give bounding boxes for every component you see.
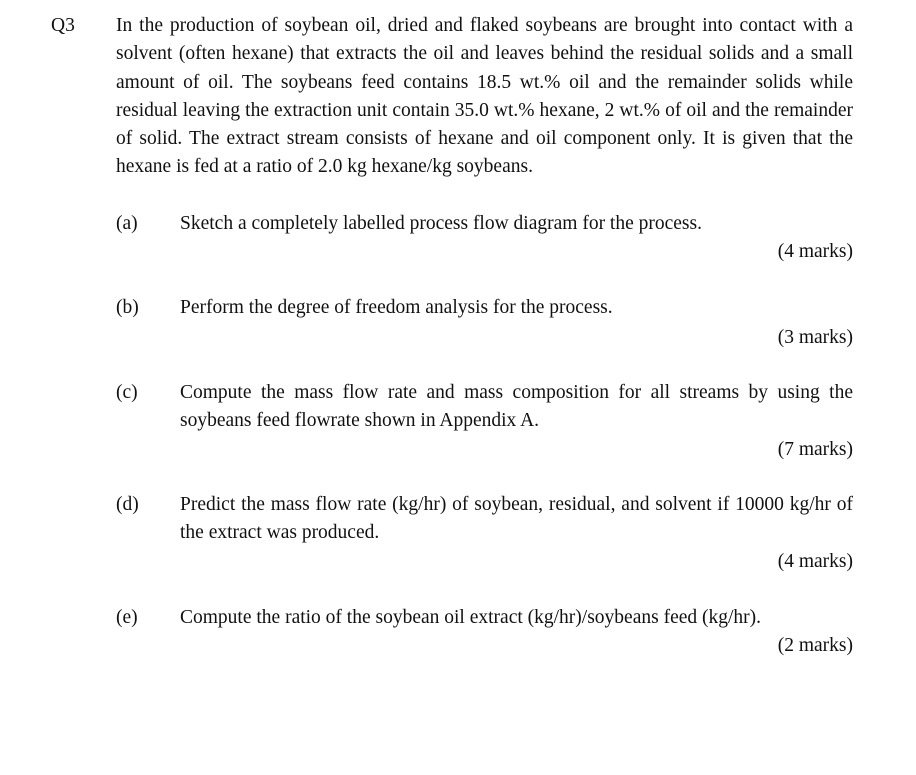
part-marks: (7 marks) — [777, 439, 853, 460]
question-number: Q3 — [51, 15, 75, 36]
part-text: Compute the ratio of the soybean oil extract (kg/hr)/soybeans feed (kg/hr). — [180, 607, 762, 628]
part-label: (e) — [116, 607, 138, 628]
part-text: Perform the degree of freedom analysis for the process. — [180, 297, 613, 318]
part-marks: (4 marks) — [777, 241, 853, 262]
part-text: Sketch a completely labelled process flow diagram for the process. — [180, 213, 702, 234]
part-label: (b) — [116, 297, 139, 318]
part-label: (c) — [116, 382, 138, 403]
part-marks: (2 marks) — [777, 635, 853, 656]
part-label: (d) — [116, 494, 139, 515]
part-label: (a) — [116, 213, 138, 234]
part-text: Compute the mass flow rate and mass composition for all streams by using the soybeans feed flowrate shown in Appendix A. — [180, 382, 853, 431]
part-marks: (4 marks) — [777, 551, 853, 572]
part-marks: (3 marks) — [777, 327, 853, 348]
part-text: Predict the mass flow rate (kg/hr) of soybean, residual, and solvent if 10000 kg/hr of the extract was produced. — [180, 494, 853, 543]
question-stem: In the production of soybean oil, dried and flaked soybeans are brought into contact with a solvent (often hexane) that extracts the oil and leaves behind the residual solids and a small amount of oil. The soybeans feed contains 18.5 wt.% oil and the remainder solids while residual leaving the extraction unit contain 35.0 wt.% hexane, 2 wt.% of oil and the remainder of solid. The extract stream consists of hexane and oil component only. It is given that the hexane is fed at a ratio of 2.0 kg hexane/kg soybeans. — [116, 15, 853, 178]
